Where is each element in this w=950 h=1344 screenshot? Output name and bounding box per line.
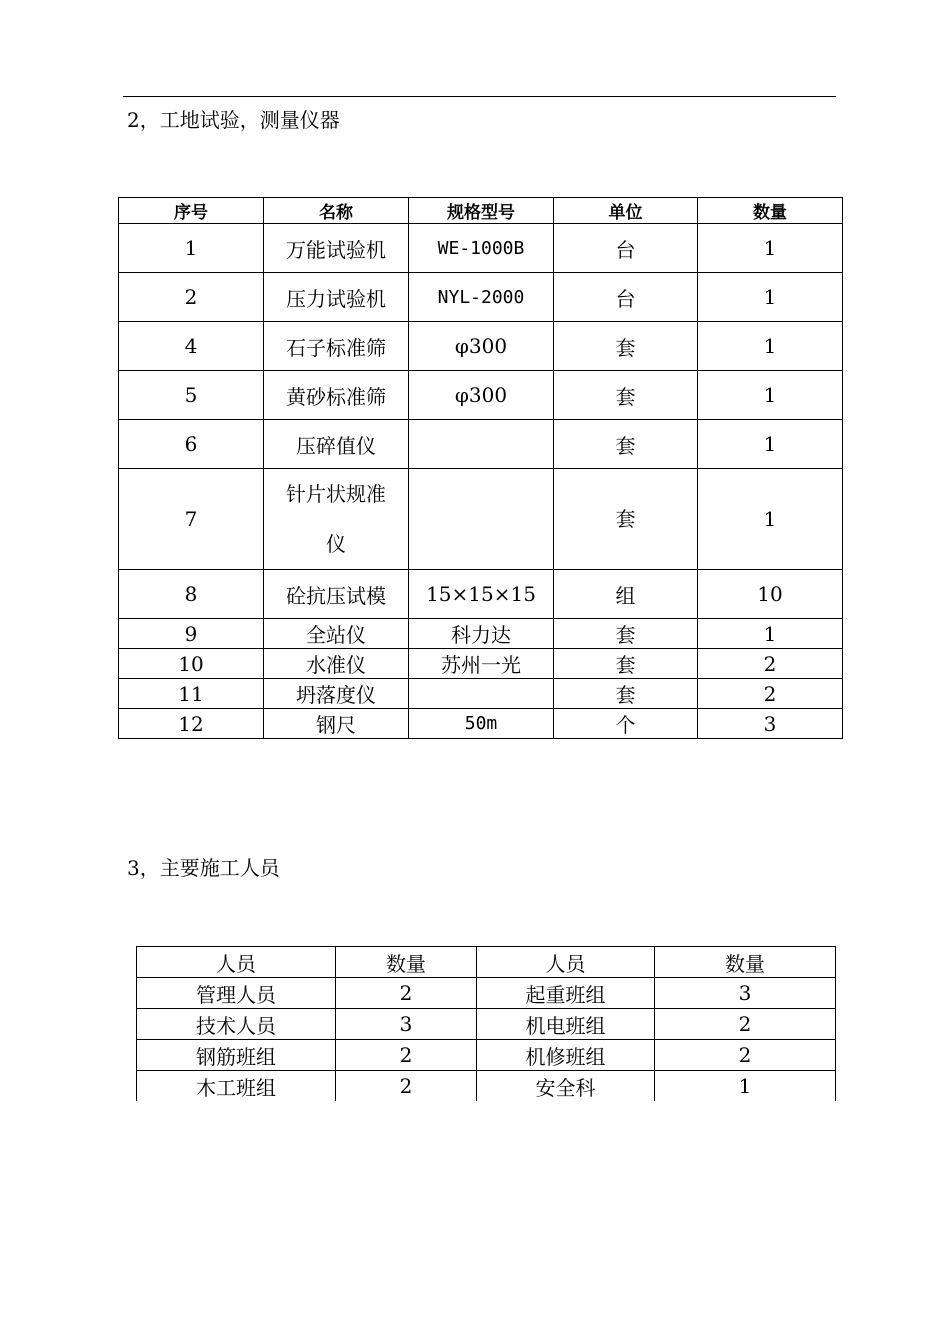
cell-name: 针片状规准仪 (264, 469, 409, 570)
column-header-qty: 数量 (698, 198, 843, 224)
cell-no: 2 (119, 273, 264, 322)
table-header-row (137, 947, 836, 978)
cell-name: 万能试验机 (264, 224, 409, 273)
column-header-no: 序号 (119, 198, 264, 224)
cell-qty: 1 (698, 420, 843, 469)
header-rule (123, 96, 836, 97)
column-header-unit: 单位 (554, 198, 698, 224)
cell-name: 全站仪 (264, 619, 409, 649)
column-header-role-a: 人员 (137, 947, 336, 978)
cell-no: 1 (119, 224, 264, 273)
cell-qty: 1 (698, 371, 843, 420)
cell-spec: NYL-2000 (409, 273, 554, 322)
cell-unit: 台 (554, 224, 698, 273)
table-row (137, 1009, 836, 1040)
cell-qty-a: 3 (336, 1009, 477, 1040)
cell-role-a: 木工班组 (137, 1071, 336, 1102)
cell-unit: 套 (554, 420, 698, 469)
cell-qty-a: 2 (336, 978, 477, 1009)
cell-unit: 台 (554, 273, 698, 322)
cell-name: 石子标准筛 (264, 322, 409, 371)
cell-name: 砼抗压试模 (264, 570, 409, 619)
cell-spec (409, 679, 554, 709)
cell-role-b: 安全科 (477, 1071, 655, 1102)
cell-role-a: 技术人员 (137, 1009, 336, 1040)
cell-spec: φ300 (409, 371, 554, 420)
table-header-row (119, 198, 843, 224)
cell-qty: 1 (698, 469, 843, 570)
cell-role-b: 机电班组 (477, 1009, 655, 1040)
table-row (119, 420, 843, 469)
cell-no: 9 (119, 619, 264, 649)
cell-spec: φ300 (409, 322, 554, 371)
cell-no: 8 (119, 570, 264, 619)
table-row (137, 978, 836, 1009)
cell-spec: 科力达 (409, 619, 554, 649)
table-row (119, 371, 843, 420)
cell-spec: 15×15×15 (409, 570, 554, 619)
cell-no: 10 (119, 649, 264, 679)
cell-role-a: 钢筋班组 (137, 1040, 336, 1071)
cell-qty: 1 (698, 273, 843, 322)
cell-qty-b: 1 (655, 1071, 836, 1102)
table-row (119, 273, 843, 322)
column-header-name: 名称 (264, 198, 409, 224)
cell-qty-a: 2 (336, 1071, 477, 1102)
cell-no: 12 (119, 709, 264, 739)
cell-qty: 1 (698, 224, 843, 273)
equipment-table (118, 197, 843, 739)
cell-name: 黄砂标准筛 (264, 371, 409, 420)
cell-no: 11 (119, 679, 264, 709)
cell-no: 4 (119, 322, 264, 371)
cell-qty: 2 (698, 679, 843, 709)
cell-unit: 套 (554, 371, 698, 420)
cell-role-a: 管理人员 (137, 978, 336, 1009)
cell-qty-b: 2 (655, 1009, 836, 1040)
cell-role-b: 起重班组 (477, 978, 655, 1009)
cell-spec (409, 469, 554, 570)
section-2-heading: 2，工地试验，测量仪器 (127, 108, 340, 132)
section-3-heading: 3，主要施工人员 (127, 856, 280, 880)
cell-name: 压力试验机 (264, 273, 409, 322)
table-row (119, 709, 843, 739)
cell-qty-a: 2 (336, 1040, 477, 1071)
cell-spec: 50m (409, 709, 554, 739)
table-row (119, 224, 843, 273)
cell-spec: WE-1000B (409, 224, 554, 273)
cell-unit: 套 (554, 649, 698, 679)
cell-qty: 10 (698, 570, 843, 619)
table-row (119, 679, 843, 709)
cell-qty: 1 (698, 322, 843, 371)
cell-no: 5 (119, 371, 264, 420)
column-header-role-b: 人员 (477, 947, 655, 978)
cell-qty-b: 2 (655, 1040, 836, 1071)
cell-unit: 套 (554, 679, 698, 709)
cell-spec (409, 420, 554, 469)
cell-name: 坍落度仪 (264, 679, 409, 709)
cell-unit: 套 (554, 619, 698, 649)
table-row (119, 322, 843, 371)
cell-no: 7 (119, 469, 264, 570)
cell-unit: 套 (554, 469, 698, 570)
column-header-qty-b: 数量 (655, 947, 836, 978)
cell-name: 钢尺 (264, 709, 409, 739)
column-header-qty-a: 数量 (336, 947, 477, 978)
cell-unit: 组 (554, 570, 698, 619)
column-header-spec: 规格型号 (409, 198, 554, 224)
cell-spec: 苏州一光 (409, 649, 554, 679)
table-row (119, 649, 843, 679)
cell-qty: 2 (698, 649, 843, 679)
table-row (119, 469, 843, 570)
table-row (119, 619, 843, 649)
staff-table (136, 946, 836, 1101)
table-row (137, 1071, 836, 1102)
table-row (119, 570, 843, 619)
cell-name: 压碎值仪 (264, 420, 409, 469)
cell-qty: 1 (698, 619, 843, 649)
cell-qty-b: 3 (655, 978, 836, 1009)
cell-role-b: 机修班组 (477, 1040, 655, 1071)
cell-qty: 3 (698, 709, 843, 739)
cell-name: 水准仪 (264, 649, 409, 679)
table-row (137, 1040, 836, 1071)
cell-unit: 个 (554, 709, 698, 739)
cell-unit: 套 (554, 322, 698, 371)
cell-no: 6 (119, 420, 264, 469)
